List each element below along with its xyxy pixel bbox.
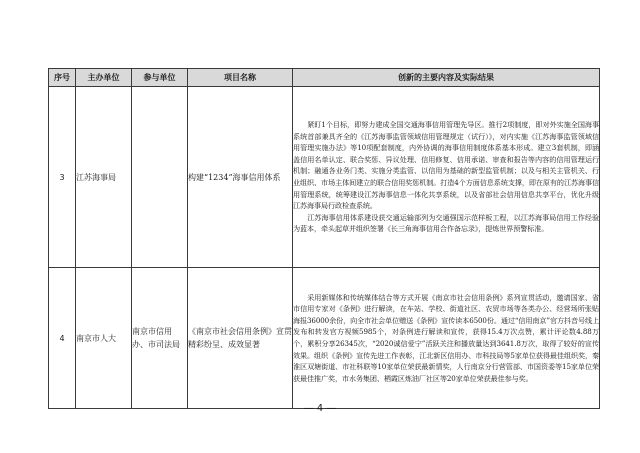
row-participants: 南京市信用办、市司法局 — [132, 268, 188, 409]
row-project: 构建“1234”海事信用体系 — [188, 87, 293, 268]
header-project: 项目名称 — [188, 69, 293, 87]
header-participants: 参与单位 — [132, 69, 188, 87]
row-content — [293, 87, 600, 268]
row-lead-unit: 南京市人大 — [76, 268, 132, 409]
page-number: — 4 — — [303, 403, 337, 414]
header-content: 创新的主要内容及实际结果 — [293, 69, 600, 87]
row-number: 3 — [49, 87, 76, 268]
header-lead-unit: 主办单位 — [76, 69, 132, 87]
content-paragraph: 紧盯1个目标，即努力建成全国交通海事信用管理先导区。推行2项制度，即对外实施全国海事系统首部兼具齐全的《江苏海事监管领域信用管理规定（试行）》，对内实施《江苏海事监管领域信用管理实施办法》等10项配套制度，内外协调的海事信用制度体系基本形成。建立3套机制，即涵盖信用名单认定、联合奖惩、异议处理、信用修复、信用承诺、审查和报告等内容的信用管理运行机制；融通各业务门类、实施分类监管、以信用为基础的新型监管机制；以及与相关主管机关、行业组织、市场主体间建立的联合信用奖惩机制。打造4个方面信息系统支撑，即在原有的江苏海事信用管理系统，统筹建设江苏海事信息一体化共享系统，以及省部社会信用信息共享平台，优化升级江苏海事局行政检查系统。 — [293, 120, 599, 211]
content-paragraph: 采用新媒体和传统媒体结合等方式开展《南京市社会信用条例》系列宣贯活动，邀请国家、省市信用专家对《条例》进行解读，在车站、学校、街道社区、农贸市场等各类办公、经营场所张贴海报36000余份，向全市社会单位赠送《条例》宣传读本6500份。通过“信用南京”官方抖音号线上发布和转发官方视频5985个，对条例进行解读和宣传，获得15.4万次点赞，累计评论数4.88万个，累积分享26345次，“2020诚信爱宁”活跃关注和播放量达到3641.8万次，取得了较好的宣传效果。组织《条例》宣传先进工作表彰，江北新区信用办、市科技局等5家单位获得最佳组织奖，秦淮区双塘街道、市社科联等10家单位荣获最新情奖，人行南京分行营管部、市国资委等15家单位荣获最佳推广奖，市水务集团、栖霞区炼油厂社区等20家单位荣获最佳参与奖。 — [293, 292, 599, 383]
row-content — [293, 268, 600, 409]
row-project: 《南京市社会信用条例》宣贯精彩纷呈、成效显著 — [188, 268, 293, 409]
table-header-row — [49, 69, 600, 87]
row-lead-unit: 江苏海事局 — [76, 87, 132, 268]
table-row — [49, 87, 600, 268]
header-no: 序号 — [49, 69, 76, 87]
innovation-table — [48, 68, 600, 409]
row-participants — [132, 87, 188, 268]
content-paragraph: 江苏海事信用体系建设获交通运输部列为交通强国示范样板工程，以江苏海事局信用工作经验为蓝本，牵头起草并组织签署《长三角海事信用合作备忘录》，提炼世界预警标准。 — [293, 212, 599, 234]
table-row — [49, 268, 600, 409]
row-number: 4 — [49, 268, 76, 409]
